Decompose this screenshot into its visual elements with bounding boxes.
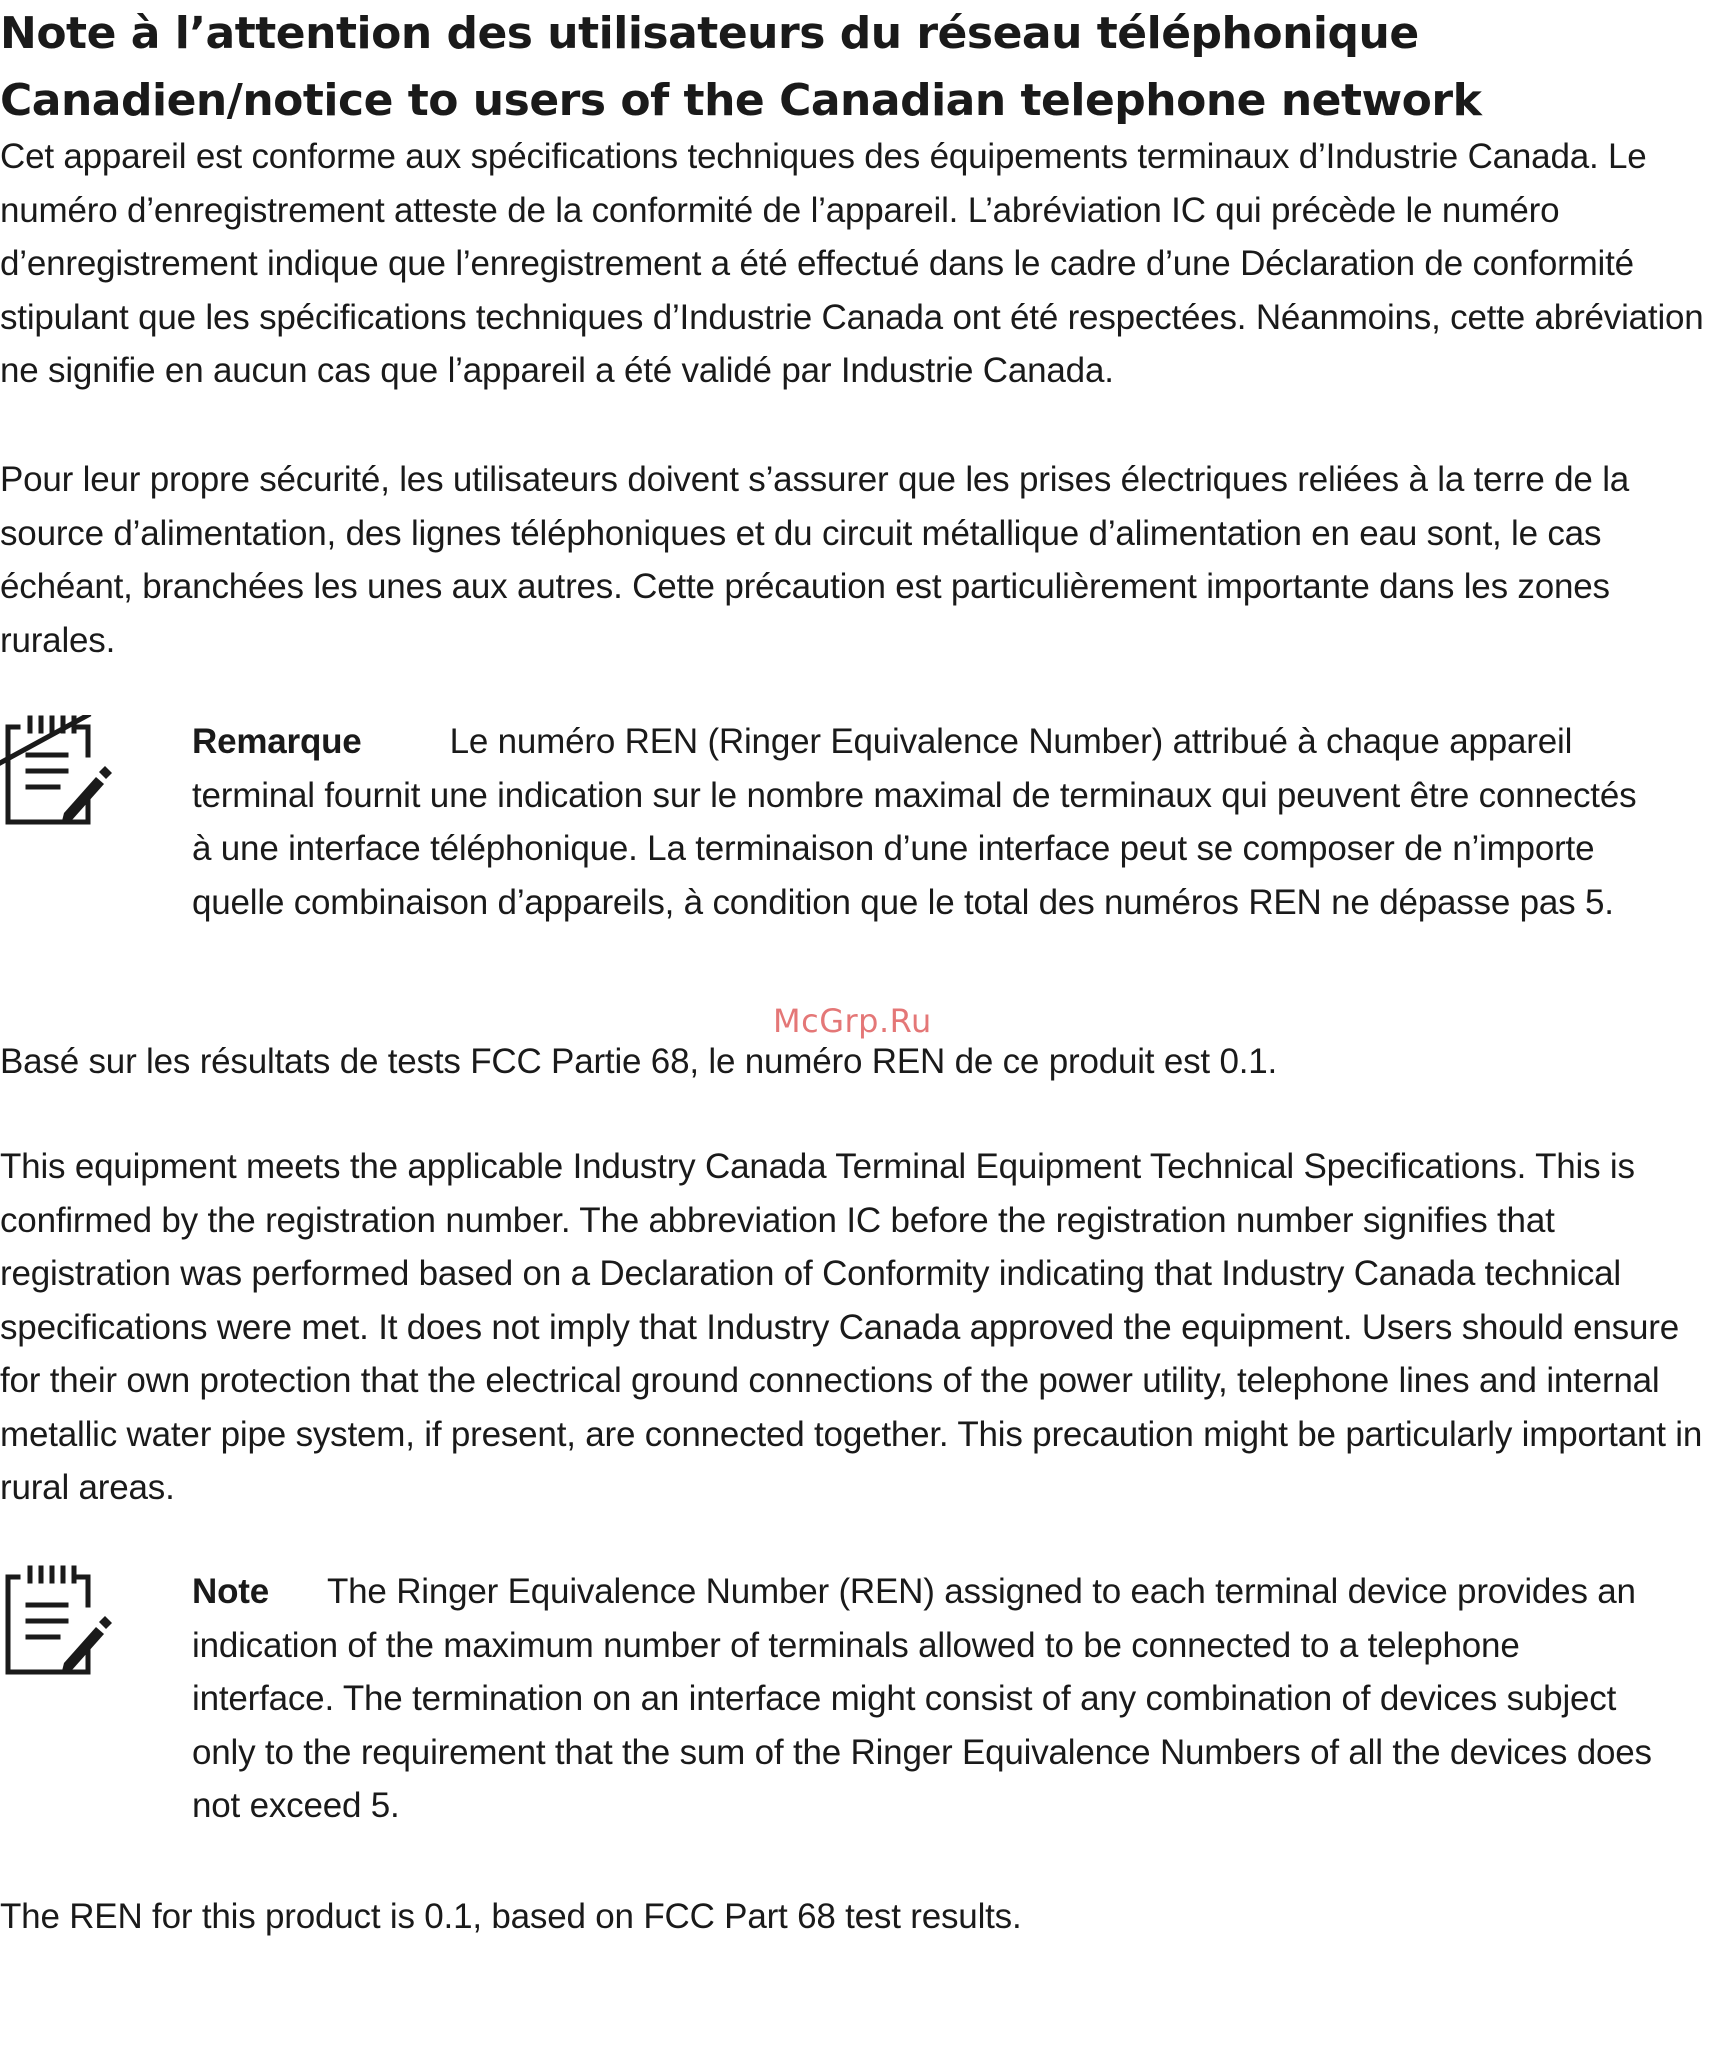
note-icon [0,1565,112,1677]
note-label: Remarque [192,722,362,761]
note-body: Le numéro REN (Ringer Equivalence Number) attribué à chaque appareil terminal fournit une indication sur le nombre maximal de terminaux qui peuvent être connectés à une interface téléphonique. La terminaison d’une interface peut se composer de n’importe quelle combinaison d’appareils, à condition que le total des numéros REN ne dépasse pas 5. [192,722,1637,922]
paragraph-fr-ren-result: Basé sur les résultats de tests FCC Partie 68, le numéro REN de ce produit est 0.1. [0,1042,1278,1081]
page-title: Note à l’attention des utilisateurs du réseau téléphonique Canadien/notice to users of the Canadian telephone network [0,8,1482,126]
paragraph-fr-conformity: Cet appareil est conforme aux spécifications techniques des équipements terminaux d’Industrie Canada. Le numéro d’enregistrement atteste de la conformité de l’appareil. L’abréviation IC qui précède le numéro d’enregistrement indique que l’enregistrement a été effectué dans le cadre d’une Déclaration de conformité stipulant que les spécifications techniques d’Industrie Canada ont été respectées. Néanmoins, cette abréviation ne signifie en aucun cas que l’appareil a été validé par Industrie Canada. [0,137,1704,390]
note-label: Note [192,1572,269,1611]
watermark: McGrp.Ru [773,1002,932,1040]
note-text-en [192,1565,1662,1833]
paragraph-en-ren-result: The REN for this product is 0.1, based on FCC Part 68 test results. [0,1897,1022,1936]
paragraph-en-conformity: This equipment meets the applicable Industry Canada Terminal Equipment Technical Specifications. This is confirmed by the registration number. The abbreviation IC before the registration number signifies that registration was performed based on a Declaration of Conformity indicating that Industry Canada technical specifications were met. It does not imply that Industry Canada approved the equipment. Users should ensure for their own protection that the electrical ground connections of the power utility, telephone lines and internal metallic water pipe system, if present, are connected together. This precaution might be particularly important in rural areas. [0,1147,1703,1507]
paragraph-fr-safety: Pour leur propre sécurité, les utilisateurs doivent s’assurer que les prises électriques reliées à la terre de la source d’alimentation, des lignes téléphoniques et du circuit métallique d’alimentation en eau sont, le cas échéant, branchées les unes aux autres. Cette précaution est particulièrement importante dans les zones rurales. [0,460,1630,660]
note-icon [0,715,112,827]
note-text-fr [192,715,1662,929]
note-body: The Ringer Equivalence Number (REN) assigned to each terminal device provides an indication of the maximum number of terminals allowed to be connected to a telephone interface. The termination on an interface might consist of any combination of devices subject only to the requirement that the sum of the Ringer Equivalence Numbers of all the devices does not exceed 5. [192,1572,1652,1825]
